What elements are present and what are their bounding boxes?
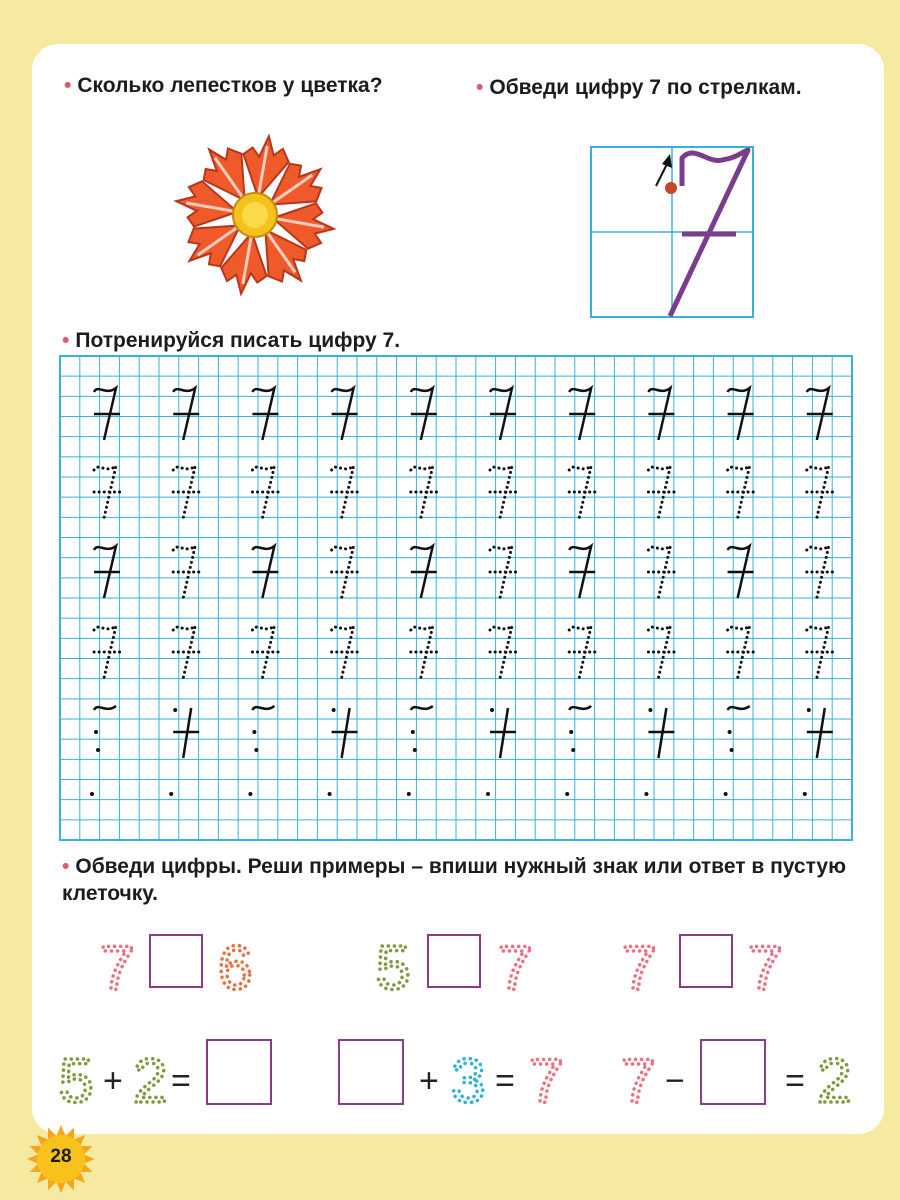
answer-box[interactable]: [207, 1040, 271, 1104]
digit-seven: 7: [621, 1047, 656, 1116]
seven-dotted: [569, 626, 595, 678]
seven-solid: [94, 546, 120, 598]
seven-solid: [490, 388, 516, 440]
seven-dotted: [252, 626, 278, 678]
seven-solid: [411, 546, 437, 598]
seven-start: [569, 706, 591, 752]
seven-dotted: [252, 466, 278, 518]
task-trace-seven: • Обведи цифру 7 по стрелкам.: [476, 76, 802, 99]
seven-stem: [648, 708, 674, 758]
start-dot: [169, 792, 173, 796]
seven-solid: [807, 388, 833, 440]
seven-dotted: [411, 466, 437, 518]
task-petals-text: Сколько лепестков у цветка?: [77, 74, 383, 97]
start-dot: [328, 792, 332, 796]
equals-sign: =: [171, 1062, 191, 1100]
seven-dotted: [332, 466, 358, 518]
seven-solid: [728, 388, 754, 440]
minus-sign: −: [665, 1062, 685, 1100]
seven-solid: [569, 546, 595, 598]
digit-seven: 7: [498, 934, 533, 1003]
seven-start: [94, 706, 116, 752]
seven-dotted: [807, 546, 833, 598]
seven-dotted: [411, 626, 437, 678]
seven-stem: [807, 708, 833, 758]
seven-start: [252, 706, 274, 752]
seven-solid: [648, 388, 674, 440]
trace-seven-box: [590, 146, 754, 318]
seven-dotted: [490, 626, 516, 678]
task-practice: • Потренируйся писать цифру 7.: [62, 329, 401, 352]
seven-start: [411, 706, 433, 752]
answer-box[interactable]: [150, 935, 202, 987]
plus-sign: +: [419, 1062, 439, 1100]
equals-sign: =: [785, 1062, 805, 1100]
examples-row-compare: [90, 925, 810, 1003]
practice-grid: [60, 356, 852, 840]
seven-solid: [252, 388, 278, 440]
seven-dotted: [490, 466, 516, 518]
digit-seven: 7: [100, 934, 135, 1003]
task-trace-seven-text: Обведи цифру 7 по стрелкам.: [489, 76, 802, 99]
seven-dotted: [490, 546, 516, 598]
seven-dotted: [332, 546, 358, 598]
seven-start: [728, 706, 750, 752]
digit-six: 6: [218, 934, 253, 1003]
seven-stem: [173, 708, 199, 758]
start-dot: [248, 792, 252, 796]
start-dot: [803, 792, 807, 796]
digit-seven: 7: [529, 1047, 564, 1116]
task-solve: • Обведи цифры. Реши примеры – впиши нужный знак или ответ в пустую клеточку.: [62, 855, 847, 905]
seven-dotted: [648, 466, 674, 518]
seven-dotted: [94, 466, 120, 518]
start-dot: [724, 792, 728, 796]
seven-solid: [94, 388, 120, 440]
arrow-icon: [656, 154, 672, 186]
task-practice-text: Потренируйся писать цифру 7.: [75, 329, 401, 352]
seven-solid: [411, 388, 437, 440]
seven-stem: [490, 708, 516, 758]
digit-seven: 7: [748, 934, 783, 1003]
task-petals: • Сколько лепестков у цветка?: [64, 74, 383, 97]
seven-solid: [332, 388, 358, 440]
seven-dotted: [173, 466, 199, 518]
examples-row-equations: [55, 1030, 855, 1115]
start-dot: [90, 792, 94, 796]
digit-two: 2: [817, 1047, 852, 1116]
page-number: 28: [50, 1146, 72, 1167]
seven-solid: [173, 388, 199, 440]
equals-sign: =: [495, 1062, 515, 1100]
seven-solid: [252, 546, 278, 598]
answer-box[interactable]: [428, 935, 480, 987]
seven-dotted: [807, 626, 833, 678]
digit-five: 5: [376, 934, 411, 1003]
start-dot: [565, 792, 569, 796]
seven-stem: [332, 708, 358, 758]
answer-box[interactable]: [339, 1040, 403, 1104]
seven-dotted: [173, 546, 199, 598]
seven-solid: [728, 546, 754, 598]
seven-dotted: [332, 626, 358, 678]
seven-dotted: [569, 466, 595, 518]
start-dot: [407, 792, 411, 796]
seven-solid: [569, 388, 595, 440]
seven-dotted: [173, 626, 199, 678]
task-solve-text: Обведи цифры. Реши примеры – впиши нужный знак или ответ в пустую клеточку.: [62, 855, 847, 905]
seven-dotted: [728, 626, 754, 678]
seven-dotted: [807, 466, 833, 518]
seven-dotted: [648, 546, 674, 598]
seven-dotted: [94, 626, 120, 678]
digit-seven: 7: [622, 934, 657, 1003]
plus-sign: +: [103, 1062, 123, 1100]
flower-illustration: [160, 120, 350, 310]
start-dot: [644, 792, 648, 796]
digit-three: 3: [451, 1047, 486, 1116]
seven-dotted: [728, 466, 754, 518]
answer-box[interactable]: [701, 1040, 765, 1104]
answer-box[interactable]: [680, 935, 732, 987]
seven-dotted: [648, 626, 674, 678]
digit-two: 2: [133, 1047, 168, 1116]
digit-five: 5: [59, 1047, 94, 1116]
start-dot: [486, 792, 490, 796]
